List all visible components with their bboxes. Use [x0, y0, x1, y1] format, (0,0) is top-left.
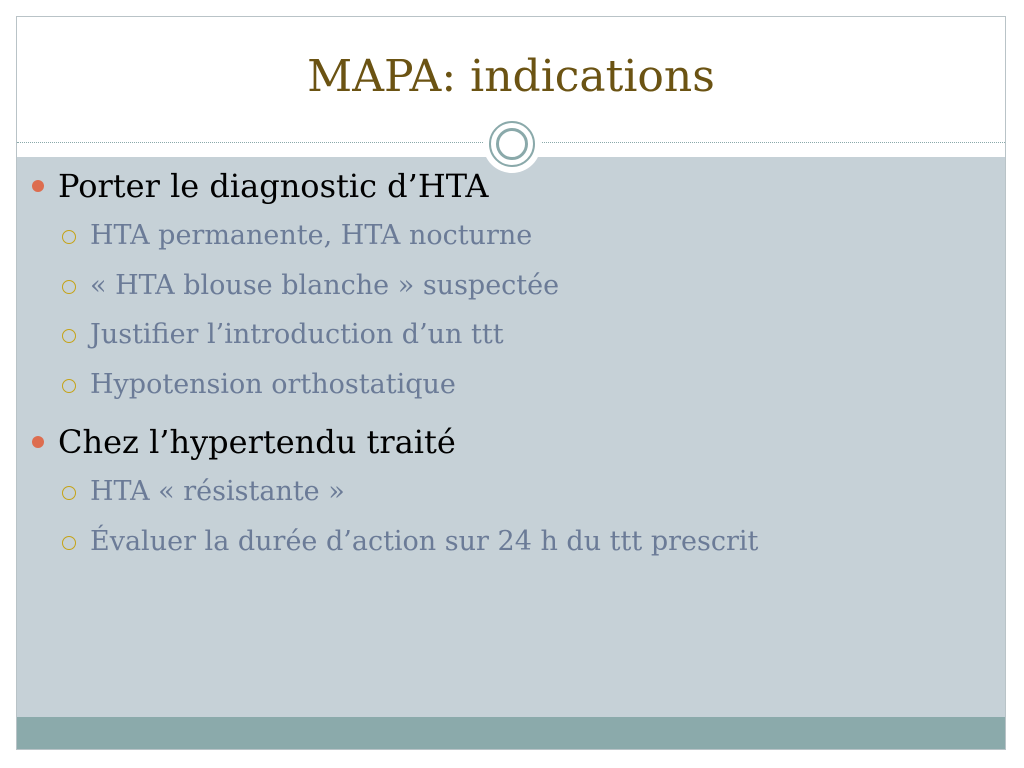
subbullet-label: HTA « résistante » — [90, 476, 345, 507]
subbullet-item — [32, 315, 972, 365]
hollow-circle-icon — [62, 230, 76, 244]
hollow-circle-icon — [62, 329, 76, 343]
subbullet-label: « HTA blouse blanche » suspectée — [90, 269, 560, 301]
subbullet-label: Hypotension orthostatique — [90, 368, 456, 400]
filled-dot-icon — [32, 180, 44, 192]
bullet-list — [32, 164, 972, 571]
footer-band — [17, 717, 1005, 750]
bullet-label: Chez l’hypertendu traité — [58, 423, 456, 461]
subbullet-label: HTA permanente, HTA nocturne — [90, 220, 533, 251]
hollow-circle-icon — [62, 379, 76, 393]
subbullet-item — [32, 365, 972, 415]
bullet-item-treated — [32, 420, 972, 472]
ornament-inner-ring — [496, 128, 528, 160]
subbullet-item — [32, 266, 972, 316]
slide-title: MAPA: indications — [307, 51, 715, 102]
hollow-circle-icon — [62, 486, 76, 500]
hollow-circle-icon — [62, 536, 76, 550]
subbullet-label: Évaluer la durée d’action sur 24 h du ttt prescrit — [90, 525, 759, 557]
bullet-item-diagnostic — [32, 164, 972, 216]
subbullet-label: Justifier l’introduction d’un ttt — [90, 319, 504, 350]
bullet-label: Porter le diagnostic d’HTA — [58, 167, 489, 205]
ornament-outer-ring — [489, 121, 535, 167]
subbullet-item — [32, 472, 972, 522]
subbullet-item — [32, 216, 972, 266]
filled-dot-icon — [32, 436, 44, 448]
hollow-circle-icon — [62, 280, 76, 294]
subbullet-item — [32, 522, 972, 572]
